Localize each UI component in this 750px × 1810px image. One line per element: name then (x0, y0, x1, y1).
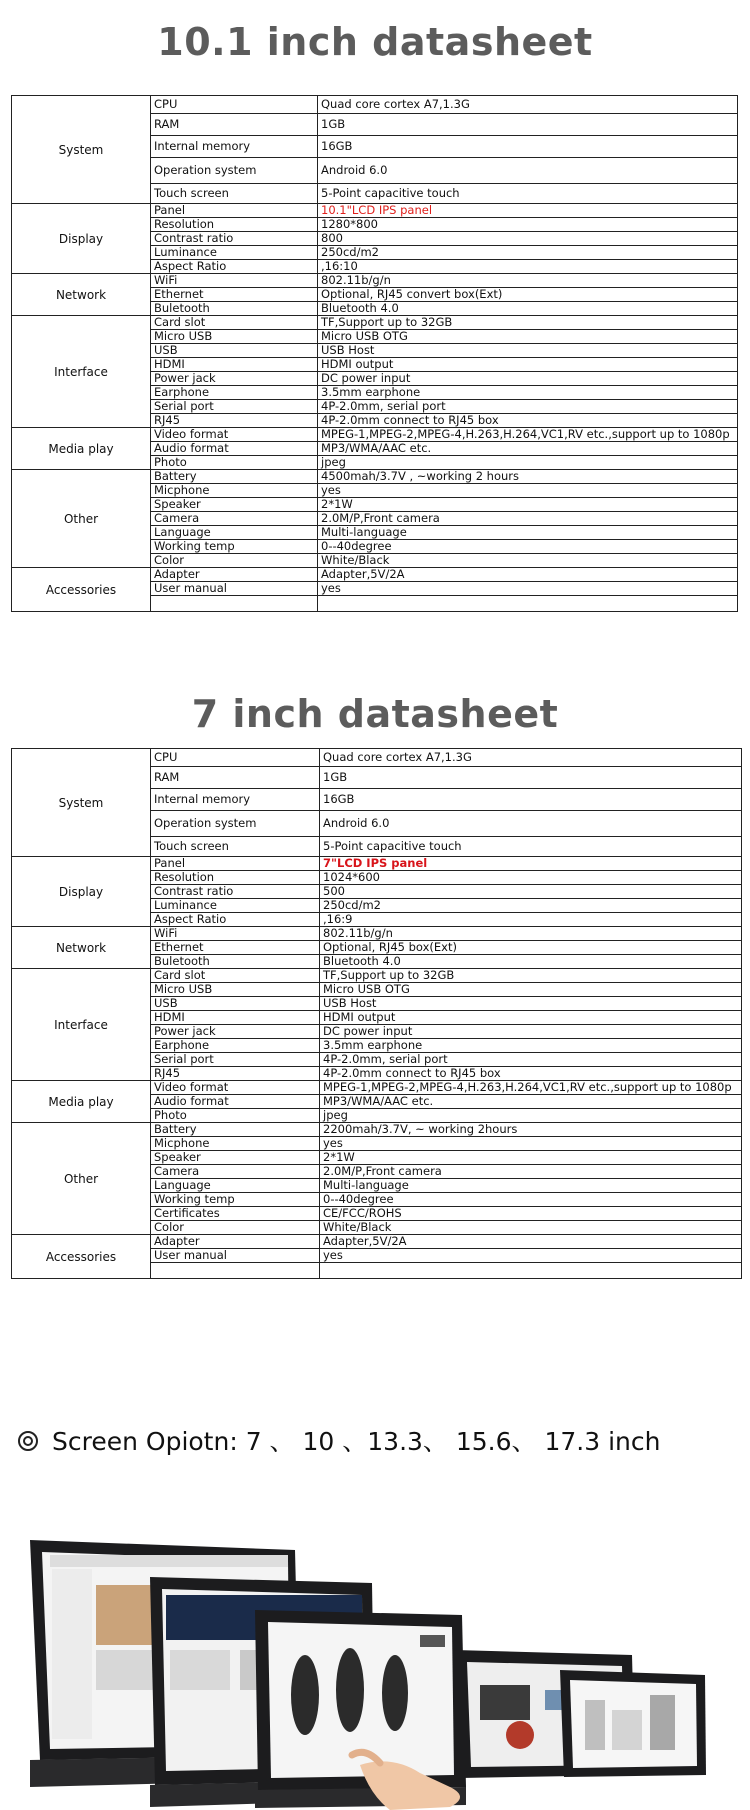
spec-label: User manual (151, 582, 318, 596)
spec-value: 2.0M/P,Front camera (320, 1165, 742, 1179)
spec-value: 5-Point capacitive touch (320, 837, 742, 857)
spec-value (318, 596, 738, 612)
spec-row (12, 470, 738, 484)
spec-value: DC power input (318, 372, 738, 386)
spec-value: 500 (320, 885, 742, 899)
spec-label: Speaker (151, 1151, 320, 1165)
spec-category: Interface (12, 969, 151, 1081)
spec-label: Power jack (151, 1025, 320, 1039)
spec-label: Buletooth (151, 955, 320, 969)
spec-value: Bluetooth 4.0 (318, 302, 738, 316)
spec-value (320, 1263, 742, 1279)
spec-label: Micro USB (151, 330, 318, 344)
spec-value: Android 6.0 (320, 811, 742, 837)
spec-label: Operation system (151, 158, 318, 184)
spec-value: 1280*800 (318, 218, 738, 232)
spec-label: Panel (151, 857, 320, 871)
spec-label: Micphone (151, 1137, 320, 1151)
spec-label (151, 1263, 320, 1279)
spec-value: 4P-2.0mm, serial port (318, 400, 738, 414)
spec-label: Serial port (151, 1053, 320, 1067)
spec-value: 0--40degree (320, 1193, 742, 1207)
spec-row (12, 857, 742, 871)
spec-value: jpeg (318, 456, 738, 470)
spec-label: Contrast ratio (151, 885, 320, 899)
spec-label: Buletooth (151, 302, 318, 316)
spec-category: Media play (12, 428, 151, 470)
spec-label: Working temp (151, 540, 318, 554)
spec-label: Resolution (151, 218, 318, 232)
datasheet-7-title: 7 inch datasheet (191, 692, 559, 736)
spec-value: HDMI output (318, 358, 738, 372)
spec-value: 0--40degree (318, 540, 738, 554)
spec-label: Audio format (151, 442, 318, 456)
spec-value: 10.1"LCD IPS panel (318, 204, 738, 218)
spec-value: yes (320, 1249, 742, 1263)
spec-label: Photo (151, 456, 318, 470)
spec-value: MP3/WMA/AAC etc. (320, 1095, 742, 1109)
spec-value: Adapter,5V/2A (320, 1235, 742, 1249)
spec-category: Display (12, 857, 151, 927)
spec-label: Color (151, 1221, 320, 1235)
spec-row (12, 204, 738, 218)
spec-value: USB Host (318, 344, 738, 358)
datasheet-7-table (11, 748, 742, 1279)
spec-value: MP3/WMA/AAC etc. (318, 442, 738, 456)
spec-label: Language (151, 1179, 320, 1193)
spec-row (12, 1123, 742, 1137)
spec-value: 2200mah/3.7V, ~ working 2hours (320, 1123, 742, 1137)
spec-label: HDMI (151, 1011, 320, 1025)
spec-row (12, 1235, 742, 1249)
spec-label: Contrast ratio (151, 232, 318, 246)
spec-label: CPU (151, 96, 318, 114)
spec-value: 7"LCD IPS panel (320, 857, 742, 871)
tablet-center (255, 1610, 466, 1808)
spec-label: Internal memory (151, 136, 318, 158)
spec-category: Interface (12, 316, 151, 428)
spec-value: Micro USB OTG (320, 983, 742, 997)
spec-row (12, 568, 738, 582)
spec-label: Audio format (151, 1095, 320, 1109)
spec-row (12, 96, 738, 114)
spec-value: 802.11b/g/n (318, 274, 738, 288)
spec-category: Other (12, 470, 151, 568)
spec-value: Adapter,5V/2A (318, 568, 738, 582)
spec-label: USB (151, 997, 320, 1011)
spec-row (12, 1081, 742, 1095)
spec-category: Accessories (12, 568, 151, 612)
spec-label: USB (151, 344, 318, 358)
spec-label: Video format (151, 428, 318, 442)
spec-label: Operation system (151, 811, 320, 837)
spec-label: Luminance (151, 246, 318, 260)
spec-value: 802.11b/g/n (320, 927, 742, 941)
spec-label: Internal memory (151, 789, 320, 811)
datasheet-10-title: 10.1 inch datasheet (157, 20, 593, 64)
spec-value: 250cd/m2 (318, 246, 738, 260)
spec-label: Luminance (151, 899, 320, 913)
spec-label: Camera (151, 1165, 320, 1179)
spec-label: Working temp (151, 1193, 320, 1207)
spec-label: WiFi (151, 274, 318, 288)
spec-row (12, 274, 738, 288)
spec-category: System (12, 96, 151, 204)
spec-value: ,16:10 (318, 260, 738, 274)
spec-category: Display (12, 204, 151, 274)
spec-value: jpeg (320, 1109, 742, 1123)
spec-label: Micro USB (151, 983, 320, 997)
spec-label: Adapter (151, 1235, 320, 1249)
spec-value: 800 (318, 232, 738, 246)
spec-label: Ethernet (151, 941, 320, 955)
spec-value: Micro USB OTG (318, 330, 738, 344)
spec-value: 2*1W (320, 1151, 742, 1165)
spec-label: Ethernet (151, 288, 318, 302)
spec-value: DC power input (320, 1025, 742, 1039)
spec-label: Speaker (151, 498, 318, 512)
spec-value: 1GB (318, 114, 738, 136)
spec-value: 250cd/m2 (320, 899, 742, 913)
spec-category: System (12, 749, 151, 857)
spec-value: 4P-2.0mm connect to RJ45 box (320, 1067, 742, 1081)
spec-row (12, 969, 742, 983)
spec-value: 4P-2.0mm connect to RJ45 box (318, 414, 738, 428)
datasheet-10-table (11, 95, 738, 612)
spec-row (12, 428, 738, 442)
spec-value: 2.0M/P,Front camera (318, 512, 738, 526)
spec-label: RAM (151, 767, 320, 789)
spec-label: Serial port (151, 400, 318, 414)
spec-value: TF,Support up to 32GB (318, 316, 738, 330)
screen-option-text: Screen Opiotn: 7 、 10 、13.3、 15.6、 17.3 inch (52, 1427, 661, 1456)
double-circle-icon (18, 1431, 38, 1451)
spec-value: 2*1W (318, 498, 738, 512)
spec-label: Language (151, 526, 318, 540)
spec-row (12, 927, 742, 941)
spec-value: 1024*600 (320, 871, 742, 885)
spec-value: ,16:9 (320, 913, 742, 927)
spec-value: 16GB (320, 789, 742, 811)
spec-category: Accessories (12, 1235, 151, 1279)
spec-row (12, 316, 738, 330)
spec-label: Panel (151, 204, 318, 218)
spec-label: RJ45 (151, 414, 318, 428)
spec-label: Adapter (151, 568, 318, 582)
spec-label: Power jack (151, 372, 318, 386)
spec-value: 3.5mm earphone (320, 1039, 742, 1053)
spec-category: Network (12, 927, 151, 969)
spec-value: yes (318, 484, 738, 498)
spec-value: 4500mah/3.7V , ~working 2 hours (318, 470, 738, 484)
spec-value: MPEG-1,MPEG-2,MPEG-4,H.263,H.264,VC1,RV etc.,support up to 1080p (318, 428, 738, 442)
tablet-smallest (560, 1670, 706, 1777)
spec-label: Earphone (151, 386, 318, 400)
spec-value: White/Black (320, 1221, 742, 1235)
spec-label: Touch screen (151, 837, 320, 857)
spec-value: CE/FCC/ROHS (320, 1207, 742, 1221)
spec-value: 4P-2.0mm, serial port (320, 1053, 742, 1067)
spec-value: Quad core cortex A7,1.3G (320, 749, 742, 767)
spec-label: Micphone (151, 484, 318, 498)
spec-value: Bluetooth 4.0 (320, 955, 742, 969)
spec-label: Earphone (151, 1039, 320, 1053)
spec-row (12, 749, 742, 767)
spec-label: Video format (151, 1081, 320, 1095)
screen-option-line (18, 1422, 660, 1458)
spec-label: Photo (151, 1109, 320, 1123)
spec-label: Battery (151, 1123, 320, 1137)
spec-label: HDMI (151, 358, 318, 372)
spec-label: User manual (151, 1249, 320, 1263)
spec-label: Camera (151, 512, 318, 526)
spec-value: MPEG-1,MPEG-2,MPEG-4,H.263,H.264,VC1,RV etc.,support up to 1080p (320, 1081, 742, 1095)
spec-value: White/Black (318, 554, 738, 568)
spec-label: Resolution (151, 871, 320, 885)
spec-value: USB Host (320, 997, 742, 1011)
spec-label: Battery (151, 470, 318, 484)
spec-value: Quad core cortex A7,1.3G (318, 96, 738, 114)
spec-label: Aspect Ratio (151, 260, 318, 274)
spec-value: Android 6.0 (318, 158, 738, 184)
spec-value: 5-Point capacitive touch (318, 184, 738, 204)
spec-value: Multi-language (318, 526, 738, 540)
spec-value: Multi-language (320, 1179, 742, 1193)
spec-value: HDMI output (320, 1011, 742, 1025)
spec-value: 16GB (318, 136, 738, 158)
spec-label: CPU (151, 749, 320, 767)
spec-label: Touch screen (151, 184, 318, 204)
spec-label: Color (151, 554, 318, 568)
spec-label: RJ45 (151, 1067, 320, 1081)
spec-label: RAM (151, 114, 318, 136)
spec-value: Optional, RJ45 box(Ext) (320, 941, 742, 955)
spec-value: 3.5mm earphone (318, 386, 738, 400)
spec-label: Card slot (151, 316, 318, 330)
spec-value: yes (320, 1137, 742, 1151)
spec-category: Network (12, 274, 151, 316)
spec-category: Media play (12, 1081, 151, 1123)
spec-label: Certificates (151, 1207, 320, 1221)
spec-value: 1GB (320, 767, 742, 789)
spec-value: Optional, RJ45 convert box(Ext) (318, 288, 738, 302)
spec-value: TF,Support up to 32GB (320, 969, 742, 983)
tablet-devices-illustration (0, 1525, 750, 1810)
spec-label: Aspect Ratio (151, 913, 320, 927)
spec-category: Other (12, 1123, 151, 1235)
spec-label: Card slot (151, 969, 320, 983)
spec-value: yes (318, 582, 738, 596)
spec-label: WiFi (151, 927, 320, 941)
spec-label (151, 596, 318, 612)
